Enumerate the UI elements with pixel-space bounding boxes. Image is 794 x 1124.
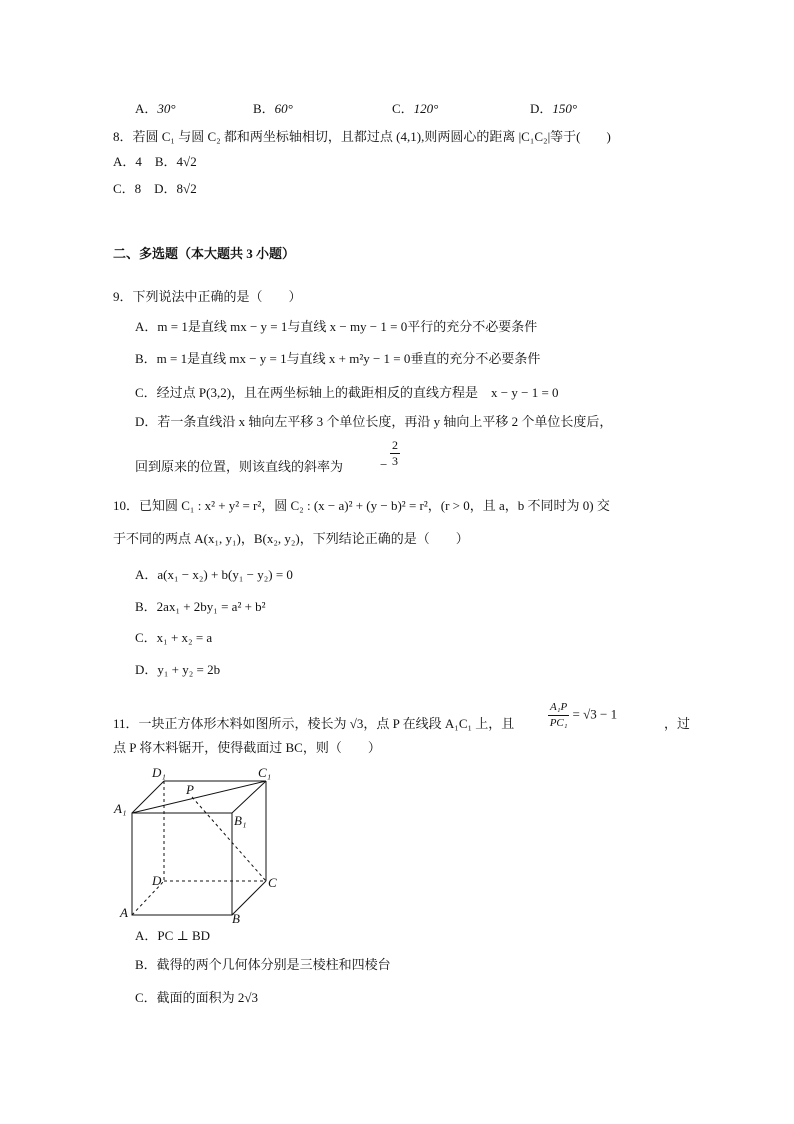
label-d: D (152, 873, 162, 888)
q11-option-b: B．截得的两个几何体分别是三棱柱和四棱台 (135, 957, 391, 972)
q10-option-c: C．x₁ + x₂ = a (135, 630, 213, 645)
q11-stem-1: 11．一块正方体形木料如图所示，棱长为 √3，点 P 在线段 A₁C₁ 上，且 (113, 716, 515, 731)
q11-ratio: $\frac{\text{A₁P}}{\text{PC₁}}$ = √3 − 1 (549, 701, 618, 729)
label-a: A (120, 905, 128, 920)
front-face (132, 813, 232, 915)
q11-option-a: A．PC ⊥ BD (135, 928, 211, 943)
q9-option-c: C．经过点 P(3,2)，且在两坐标轴上的截距相反的直线方程是 x − y − 1 = 0 (135, 385, 559, 400)
section-2-title: 二、多选题（本大题共 3 小题） (113, 246, 296, 261)
q8-stem: 8．若圆 C₁ 与圆 C₂ 都和两坐标轴相切，且都过点 (4,1),则两圆心的距离 |C₁C₂|等于( ) (113, 129, 611, 144)
q11-stem-2: 点 P 将木料锯开，使得截面过 BC，则（ ） (113, 740, 381, 755)
q10-option-a: A．a(x₁ − x₂) + b(y₁ − y₂) = 0 (135, 567, 293, 582)
label-c1: C₁ (258, 765, 272, 780)
q11-stem-1-tail: ，过 (664, 716, 691, 731)
hidden-segment-p-c (192, 797, 266, 881)
q11-option-c: C．截面的面积为 2√3 (135, 990, 259, 1005)
q9-stem: 9．下列说法中正确的是（ ） (113, 289, 302, 304)
q10-option-b: B．2ax₁ + 2by₁ = a² + b² (135, 599, 266, 614)
q8-options-ab: A．4 B．4√2 (113, 154, 197, 169)
edge-c-b (232, 881, 266, 915)
q9-option-d: D．若一条直线沿 x 轴向左平移 3 个单位长度，再沿 y 轴向上平移 2 个单位长度后， (135, 414, 613, 429)
q9-option-d-cont: 回到原来的位置，则该直线的斜率为 − $\frac{2}{3}$ (135, 438, 398, 474)
label-c: C (268, 875, 277, 890)
label-a1: A₁ (114, 801, 127, 816)
label-p: P (186, 782, 194, 797)
q10-stem-1: 10．已知圆 C₁ : x² + y² = r²，圆 C₂ : (x − a)² + (y − b)² = r²，(r > 0，且 a，b 不同时为 0) 交 (113, 498, 610, 513)
q9-option-a: A．m = 1是直线 mx − y = 1与直线 x − my − 1 = 0平行的充分不必要条件 (135, 319, 538, 334)
edge-c1-b1 (232, 781, 266, 813)
edge-a1-d1 (132, 781, 164, 813)
label-b1: B₁ (234, 813, 247, 828)
label-d1: D₁ (152, 765, 166, 780)
q7-option-b: B．60° (253, 101, 293, 116)
q7-option-c: C．120° (392, 101, 439, 116)
q7-option-a: A．30° (135, 101, 176, 116)
q7-option-d: D．150° (530, 101, 578, 116)
q10-option-d: D．y₁ + y₂ = 2b (135, 662, 221, 677)
q10-stem-2: 于不同的两点 A(x₁, y₁)，B(x₂, y₂)，下列结论正确的是（ ） (113, 531, 469, 546)
q9-option-b: B．m = 1是直线 mx − y = 1与直线 x + m²y − 1 = 0垂直的充分不必要条件 (135, 351, 541, 366)
q8-options-cd: C．8 D．8√2 (113, 181, 197, 196)
label-b: B (232, 911, 240, 923)
cube-figure (112, 763, 292, 923)
segment-a1-c1 (132, 781, 266, 813)
